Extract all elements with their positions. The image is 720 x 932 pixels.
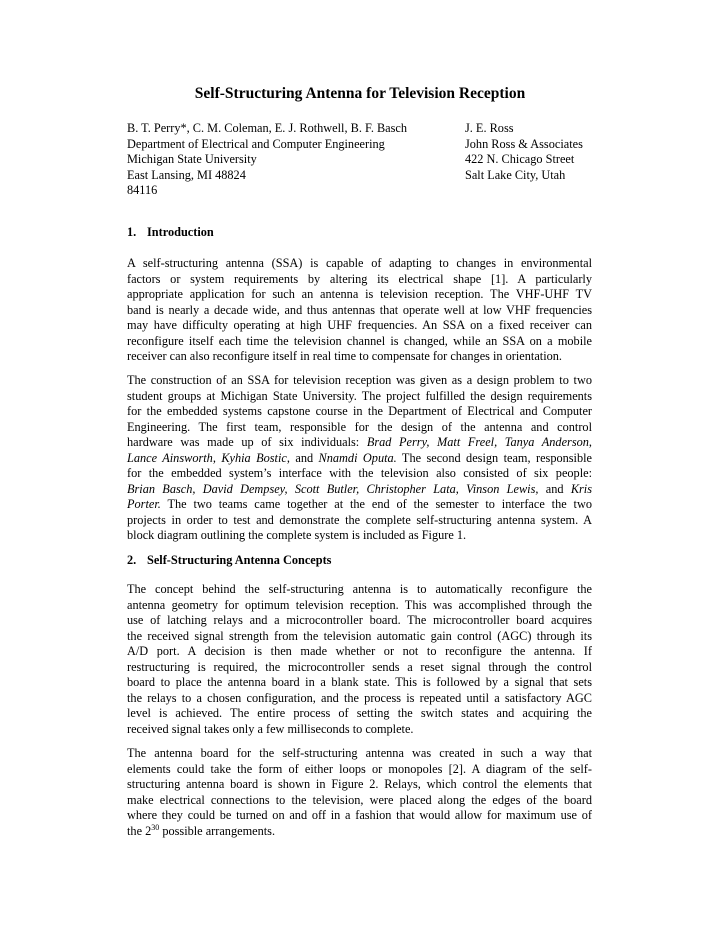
text-line: the received signal strength from the television automatic gain control (AGC) through its	[127, 628, 592, 643]
paper-title: Self-Structuring Antenna for Television Reception	[194, 85, 526, 102]
section-title: Introduction	[147, 225, 214, 239]
text-line: received signal takes only a few milliseconds to complete.	[127, 721, 414, 736]
text-line: board to place the antenna board in a blank state. This is followed by a signal that sets	[127, 675, 592, 689]
text-run: , and	[286, 450, 319, 465]
text-line	[127, 435, 592, 451]
text-run: hardware was made up of six individuals:	[127, 435, 367, 449]
text-line: use of latching relays and a microcontroller board. The microcontroller board acquires	[127, 613, 592, 627]
team-names: Brad Perry, Matt Freel, Tanya Anderson	[366, 435, 589, 449]
text-line: projects in order to test and demonstrate the complete self-structuring antenna system. A	[127, 512, 592, 527]
text-line: student groups at Michigan State University. The project fulfilled the design requirements	[127, 388, 592, 403]
team-names: Lance Ainsworth, Kyhia Bostic	[127, 450, 287, 465]
author-line: Michigan State University	[127, 152, 257, 166]
text-line: for the embedded system’s interface with the television also consisted of six people:	[127, 466, 592, 480]
text-line: The antenna board for the self-structuring antenna was created in such a way that	[127, 746, 592, 760]
text-line: level is achieved. The entire process of setting the switch states and acquiring the	[127, 706, 592, 720]
text-line: where they could be turned on and off in a fashion that would allow for maximum use of	[127, 808, 592, 822]
text-line	[127, 482, 592, 498]
section-heading-introduction	[127, 225, 214, 240]
team-names: Porter.	[127, 497, 161, 511]
author-line: Department of Electrical and Computer Engineering	[127, 136, 385, 151]
authors-block-left	[127, 121, 457, 199]
text-line: may have difficulty operating at high UHF frequencies. An SSA on a fixed receiver can	[127, 318, 592, 332]
text-line: A self-structuring antenna (SSA) is capable of adapting to changes in environmental	[127, 256, 592, 270]
team-names: Brian Basch, David Dempsey, Scott Butler, Christopher Lata, Vinson Lewis,	[127, 481, 539, 496]
author-line: East Lansing, MI 48824	[127, 167, 246, 182]
paragraph-introduction	[127, 256, 592, 365]
text-run: the 2	[127, 823, 152, 838]
text-line: Engineering. The first team, responsible for the design of the antenna and control	[127, 419, 592, 434]
text-line: The construction of an SSA for television reception was given as a design problem to two	[127, 373, 592, 387]
text-line: block diagram outlining the complete system is included as Figure 1.	[127, 528, 467, 542]
text-line: band is nearly a decade wide, and thus antennas that operate well at low VHF frequencies	[127, 302, 592, 317]
text-line: the relays to a chosen configuration, and the process is repeated until a satisfactory AGC	[127, 690, 592, 705]
text-run: The two teams came together at the end of the semester to interface the two	[160, 497, 592, 511]
text-run: ,	[588, 435, 592, 449]
text-line: The concept behind the self-structuring antenna is to automatically reconfigure the	[127, 582, 592, 596]
text-line: for the embedded systems capstone course in the Department of Electrical and Computer	[127, 404, 592, 418]
text-line: A/D port. A decision is then made whether or not to reconfigure the antenna. If	[127, 644, 592, 658]
author-line: John Ross & Associates	[465, 136, 583, 151]
text-line: receiver can also reconfigure itself in real time to compensate for changes in orientation.	[127, 349, 562, 363]
superscript: 30	[151, 822, 160, 832]
text-line	[127, 451, 592, 467]
team-names: Nnamdi Oputa.	[318, 450, 397, 465]
section-title: Self-Structuring Antenna Concepts	[147, 553, 332, 567]
author-line: 84116	[127, 183, 158, 197]
paragraph-antenna-board	[127, 746, 592, 839]
text-line: appropriate application for such an antenna is television reception. The VHF-UHF TV	[127, 287, 592, 301]
team-names: Kris	[570, 481, 593, 496]
text-line: antenna geometry for optimum television reception. This was accomplished through the	[127, 597, 592, 612]
text-run: The second design team, responsible	[396, 450, 592, 465]
author-line: J. E. Ross	[465, 121, 514, 135]
text-line: make electrical connections to the television, were placed along the edges of the board	[127, 792, 592, 807]
authors-block-right	[465, 121, 615, 183]
text-run: possible arrangements.	[159, 823, 276, 838]
author-line: 422 N. Chicago Street	[465, 152, 575, 166]
paragraph-construction	[127, 373, 592, 544]
text-line: reconfigure itself each time the television channel is changed, while an SSA on a mobile	[127, 333, 592, 348]
text-line: elements could take the form of either loops or monopoles [2]. A diagram of the self-	[127, 761, 592, 776]
text-line: restructuring is required, the microcontroller sends a reset signal through the control	[127, 659, 592, 674]
paragraph-concept	[127, 582, 592, 737]
text-line: structuring antenna board is shown in Figure 2. Relays, which control the elements that	[127, 777, 592, 791]
author-line: Salt Lake City, Utah	[465, 167, 566, 182]
text-line	[127, 824, 592, 840]
section-heading-concepts	[127, 553, 331, 568]
text-run: and	[538, 481, 571, 496]
text-line: factors or system requirements by altering its electrical shape [1]. A particularly	[127, 271, 592, 286]
section-number: 1.	[127, 225, 137, 239]
text-line	[127, 497, 592, 513]
author-line: B. T. Perry*, C. M. Coleman, E. J. Rothwell, B. F. Basch	[127, 121, 408, 135]
section-number: 2.	[127, 553, 137, 567]
